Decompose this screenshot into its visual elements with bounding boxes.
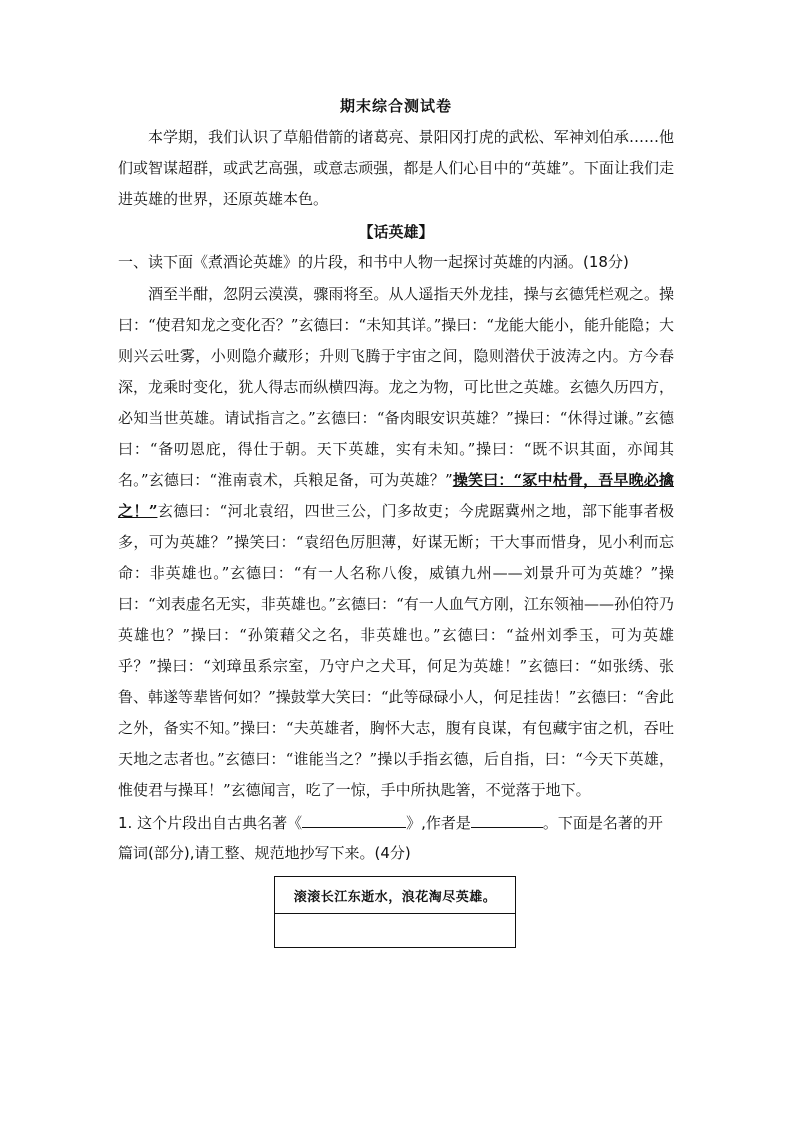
copy-writing-box — [274, 876, 516, 948]
sub-question-1 — [118, 808, 674, 868]
exam-page — [118, 95, 674, 948]
page-title: 期末综合测试卷 — [339, 97, 452, 115]
sub-question-text-1: 1. 这个片段出自古典名著《 — [118, 814, 303, 832]
book-title-blank[interactable] — [302, 811, 406, 828]
underlined-sentence: 操笑曰：“冢中枯骨，吾早晚必擒之！” — [118, 471, 674, 520]
sub-question-text-2: 》,作者是 — [406, 814, 471, 832]
reading-passage — [118, 279, 674, 806]
passage-text-before: 酒至半酣，忽阴云漠漠，骤雨将至。从人遥指天外龙挂，操与玄德凭栏观之。操曰：“使君知龙之变化否？”玄德曰：“未知其详。”操曰：“龙能大能小，能升能隐；大则兴云吐雾，小则隐介藏形；升则飞腾于宇宙之间，隐则潜伏于波涛之内。方今春深，龙乘时变化，犹人得志而纵横四海。龙之为物，可比世之英雄。玄德久历四方，必知当世英雄。请试指言之。”玄德曰：“备肉眼安识英雄？”操曰：“休得过谦。”玄德曰：“备叨恩庇，得仕于朝。天下英雄，实有未知。”操曰：“既不识其面，亦闻其名。”玄德曰：“淮南袁术，兵粮足备，可为英雄？” — [118, 285, 674, 489]
question-1-heading: 一、读下面《煮酒论英雄》的片段，和书中人物一起探讨英雄的内涵。(18分) — [118, 253, 629, 271]
model-text-row — [275, 877, 515, 914]
copy-answer-row[interactable] — [275, 914, 515, 947]
section-heading: 【话英雄】 — [358, 223, 434, 241]
sub-question-text-3: 。下面是名著的开篇词(部分),请工整、规范地抄写下来。(4分) — [118, 814, 663, 862]
intro-paragraph: 本学期，我们认识了草船借箭的诸葛亮、景阳冈打虎的武松、军神刘伯承……他们或智谋超群，或武艺高强，或意志顽强，都是人们心目中的“英雄”。下面让我们走进英雄的世界，还原英雄本色。 — [118, 128, 674, 208]
passage-text-after: 玄德曰：“河北袁绍，四世三公，门多故吏；今虎踞冀州之地，部下能事者极多，可为英雄？”操笑曰：“袁绍色厉胆薄，好谋无断；干大事而惜身，见小利而忘命：非英雄也。”玄德曰：“有一人名称八俊，威镇九州——刘景升可为英雄？”操曰：“刘表虚名无实，非英雄也。”玄德曰：“有一人血气方刚，江东领袖——孙伯符乃英雄也？”操曰：“孙策藉父之名，非英雄也。”玄德曰：“益州刘季玉，可为英雄乎？”操曰：“刘璋虽系宗室，乃守户之犬耳，何足为英雄！”玄德曰：“如张绣、张鲁、韩遂等辈皆何如？”操鼓掌大笑曰：“此等碌碌小人，何足挂齿！”玄德曰：“舍此之外，备实不知。”操曰：“夫英雄者，胸怀大志，腹有良谋，有包藏宇宙之机，吞吐天地之志者也。”玄德曰：“谁能当之？”操以手指玄德，后自指，曰：“今天下英雄，惟使君与操耳！”玄德闻言，吃了一惊，手中所执匙箸，不觉落于地下。 — [118, 502, 674, 799]
model-calligraphy-text: 滚滚长江东逝水，浪花淘尽英雄。 — [293, 889, 497, 905]
author-blank[interactable] — [471, 811, 543, 828]
